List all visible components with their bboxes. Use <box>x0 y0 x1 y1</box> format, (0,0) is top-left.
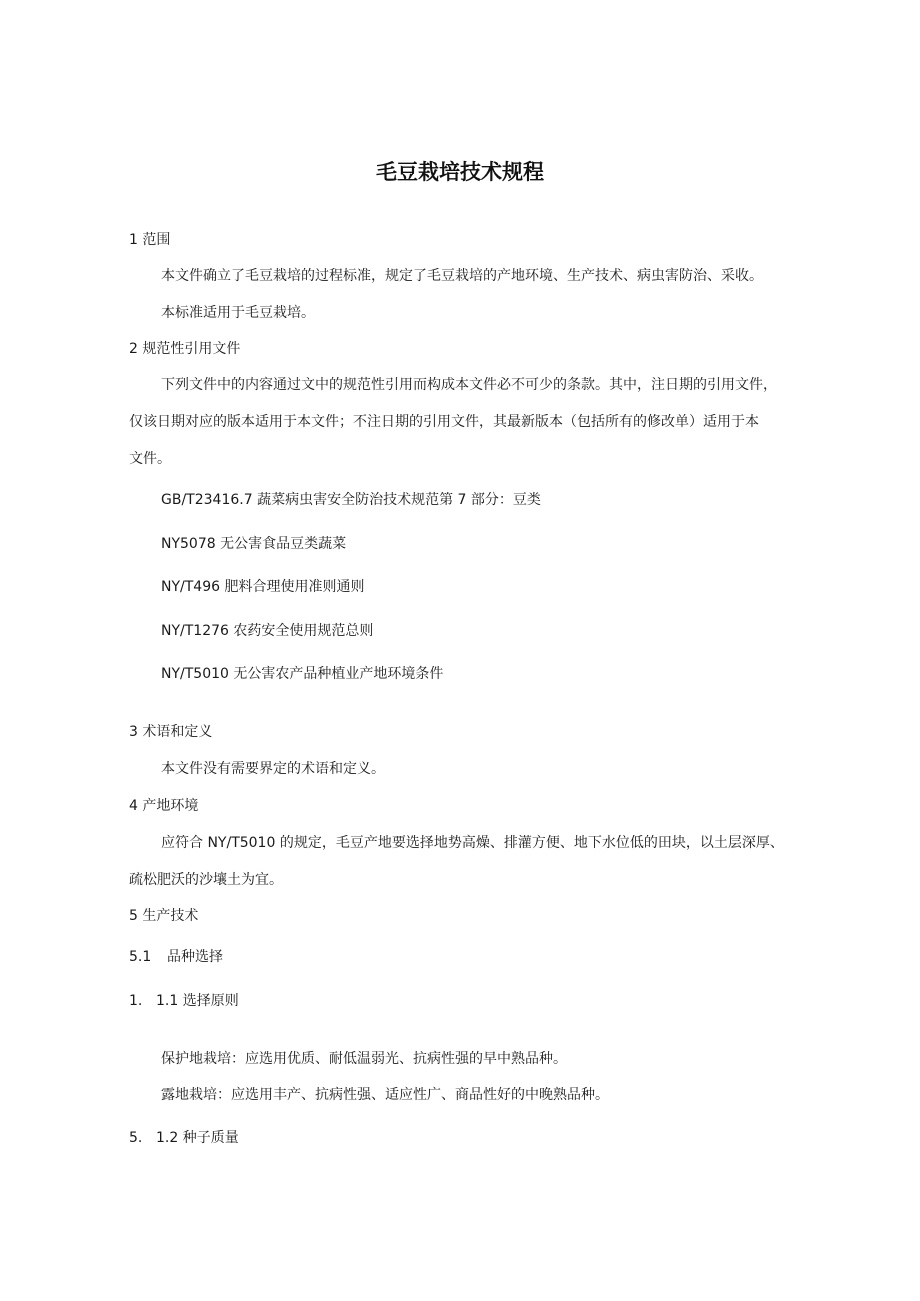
item-2-title: 1.2 种子质量 <box>156 1130 239 1146</box>
reference-item: GB/T23416.7 蔬菜病虫害安全防治技术规范第 7 部分：豆类 <box>161 492 541 508</box>
section-5-heading: 5 生产技术 <box>129 908 199 924</box>
section-3-paragraph: 本文件没有需要界定的术语和定义。 <box>161 761 385 777</box>
section-2-paragraph-line-1: 下列文件中的内容通过文中的规范性引用而构成本文件必不可少的条款。其中，注日期的引用文件， <box>161 377 777 393</box>
page-title: 毛豆栽培技术规程 <box>376 160 544 184</box>
section-1-paragraph-2: 本标准适用于毛豆栽培。 <box>161 305 315 321</box>
section-4-paragraph-line-1: 应符合 NY/T5010 的规定，毛豆产地要选择地势高燥、排灌方便、地下水位低的田块，以土层深厚、 <box>161 835 784 851</box>
item-1-number: 1. <box>129 993 143 1009</box>
item-1-paragraph-1: 保护地栽培：应选用优质、耐低温弱光、抗病性强的早中熟品种。 <box>161 1051 567 1067</box>
reference-item: NY/T496 肥料合理使用准则通则 <box>161 579 365 595</box>
item-1-title: 1.1 选择原则 <box>156 993 239 1009</box>
section-4-heading: 4 产地环境 <box>129 798 199 814</box>
section-4-paragraph-line-2: 疏松肥沃的沙壤土为宜。 <box>129 872 283 888</box>
reference-item: NY5078 无公害食品豆类蔬菜 <box>161 536 347 552</box>
subsection-5-1-title: 品种选择 <box>167 949 223 965</box>
item-1-paragraph-2: 露地栽培：应选用丰产、抗病性强、适应性广、商品性好的中晚熟品种。 <box>161 1087 609 1103</box>
section-1-heading: 1 范围 <box>129 232 171 248</box>
section-3-heading: 3 术语和定义 <box>129 724 213 740</box>
section-2-paragraph-line-3: 文件。 <box>129 451 171 467</box>
subsection-5-1-number: 5.1 <box>129 949 152 965</box>
item-2-number: 5. <box>129 1130 143 1146</box>
section-2-paragraph-line-2: 仅该日期对应的版本适用于本文件；不注日期的引用文件，其最新版本（包括所有的修改单）适用于本 <box>129 414 759 430</box>
section-2-heading: 2 规范性引用文件 <box>129 341 241 357</box>
reference-item: NY/T5010 无公害农产品种植业产地环境条件 <box>161 666 444 682</box>
section-1-paragraph-1: 本文件确立了毛豆栽培的过程标准，规定了毛豆栽培的产地环境、生产技术、病虫害防治、采收。 <box>161 268 763 284</box>
reference-item: NY/T1276 农药安全使用规范总则 <box>161 623 374 639</box>
